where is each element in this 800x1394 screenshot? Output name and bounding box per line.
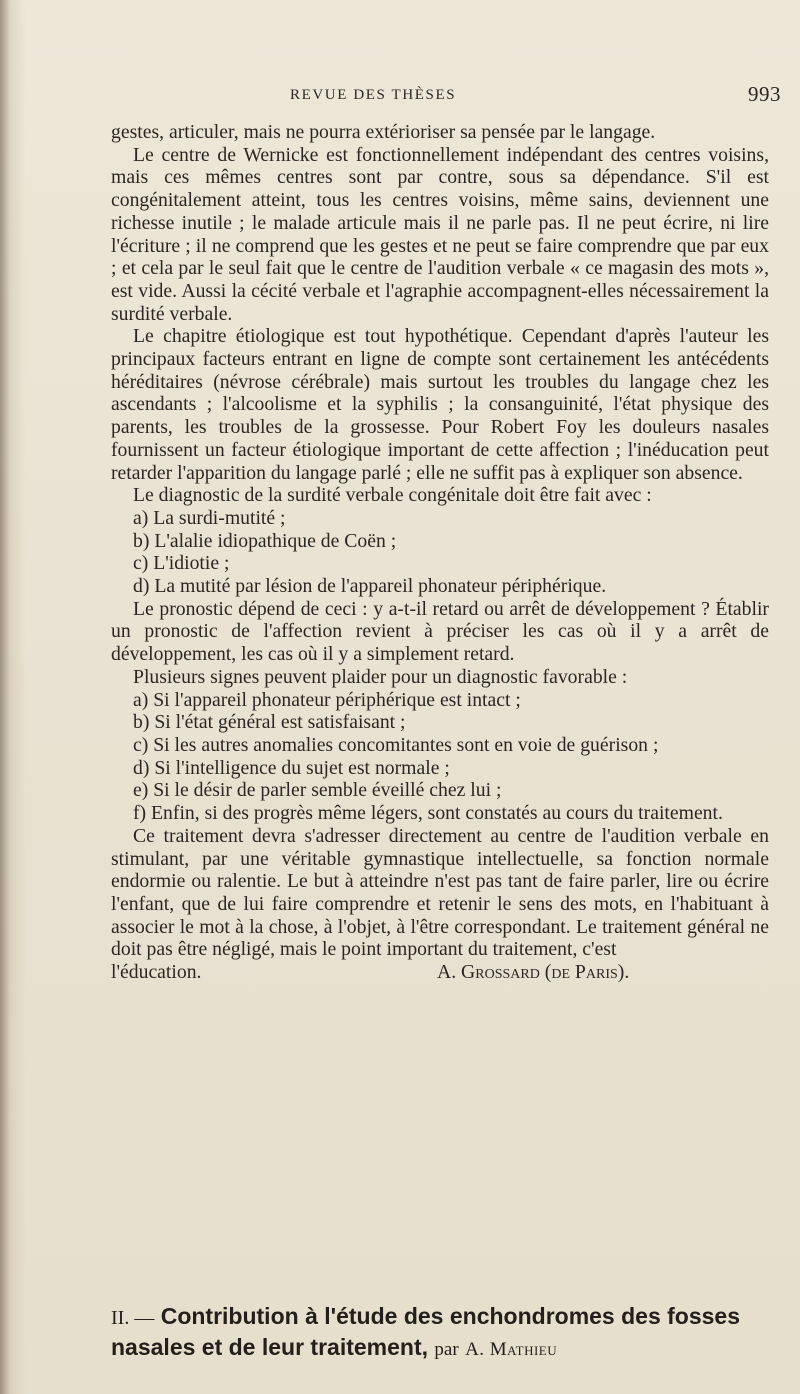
favorable-item-b: b) Si l'état général est satisfaisant ; bbox=[133, 711, 406, 734]
diagnosis-item-b: b) L'alalie idiopathique de Coën ; bbox=[133, 529, 397, 552]
article-number: II. — bbox=[111, 1307, 155, 1329]
body-text bbox=[111, 121, 769, 985]
paragraph-favorable-intro: Plusieurs signes peuvent plaider pour un diagnostic favorable : bbox=[133, 665, 628, 688]
favorable-item-a: a) Si l'appareil phonateur périphérique est intact ; bbox=[133, 688, 521, 711]
diagnosis-item-c: c) L'idiotie ; bbox=[133, 552, 230, 575]
favorable-item-f: f) Enfin, si des progrès même légers, sont constatés au cours du traitement. bbox=[133, 802, 723, 825]
favorable-item-c: c) Si les autres anomalies concomitantes sont en voie de guérison ; bbox=[133, 733, 659, 756]
paragraph-etiology: Le chapitre étiologique est tout hypothétique. Cependant d'après l'auteur les principaux facteurs entrant en ligne de compte sont certainement les antécédents héréditaires (névrose cérébrale) mais surtout les troubles du langage chez les ascendants ; l'alcoolisme et la syphilis ; la consanguinité, l'état physique des parents, les troubles de la grossesse. Pour Robert Foy les douleurs nasales fournissent un facteur étiologique important de cette affection ; l'inéducation peut retarder l'apparition du langage parlé ; elle ne suffit pas à expliquer son absence. bbox=[111, 325, 769, 484]
diagnosis-item-a: a) La surdi-mutité ; bbox=[133, 506, 286, 529]
paragraph-continuation: gestes, articuler, mais ne pourra extérioriser sa pensée par le langage. bbox=[111, 121, 656, 143]
running-head bbox=[0, 78, 800, 108]
closing-words: l'éducation. bbox=[111, 961, 202, 984]
binding-shadow bbox=[0, 0, 10, 1394]
next-article-heading bbox=[111, 1302, 771, 1364]
article-title: Contribution à l'étude des enchondromes des fosses nasales et de leur traitement, bbox=[111, 1303, 741, 1360]
paragraph-diagnosis-intro: Le diagnostic de la surdité verbale congénitale doit être fait avec : bbox=[133, 484, 652, 507]
article-author: A. Mathieu bbox=[465, 1339, 558, 1360]
favorable-item-d: d) Si l'intelligence du sujet est normale ; bbox=[133, 756, 450, 779]
paragraph-prognosis: Le pronostic dépend de ceci : y a-t-il retard ou arrêt de développement ? Établir un pronostic de l'affection revient à préciser les cas où il y a arrêt de développement, les cas où il y a simplement retard. bbox=[111, 597, 769, 666]
paragraph-wernicke: Le centre de Wernicke est fonctionnellement indépendant des centres voisins, mais ces mêmes centres sont par contre, sous sa dépendance. S'il est congénitalement atteint, tous les centres voisins, même sains, deviennent une richesse inutile ; le malade articule mais il ne parle pas. Il ne peut écrire, ni lire l'écriture ; il ne comprend que les gestes et ne peut se faire comprendre que par eux ; et cela par le seul fait que le centre de l'audition verbale « ce magasin des mots », est vide. Aussi la cécité verbale et l'agraphie accompagnent-elles nécessairement la surdité verbale. bbox=[111, 143, 769, 325]
closing-line bbox=[111, 961, 769, 985]
favorable-item-e: e) Si le désir de parler semble éveillé chez lui ; bbox=[133, 779, 502, 802]
page-number: 993 bbox=[748, 82, 781, 106]
article-by: par bbox=[434, 1339, 459, 1360]
running-title: REVUE DES THÈSES bbox=[290, 87, 457, 103]
author-signature: A. Grossard (de Paris). bbox=[437, 961, 630, 984]
paragraph-treatment: Ce traitement devra s'adresser directement au centre de l'audition verbale en stimulant, par une véritable gymnastique intellectuelle, sa fonction normale endormie ou ralentie. Le but à atteindre n'est pas tant de faire parler, lire ou écrire l'enfant, que de lui faire comprendre et retenir le sens des mots, en l'habituant à associer le mot à la chose, à l'objet, à l'être correspondant. Le traitement général ne doit pas être négligé, mais le point important du traitement, c'est bbox=[111, 824, 769, 961]
diagnosis-item-d: d) La mutité par lésion de l'appareil phonateur périphérique. bbox=[133, 575, 607, 598]
